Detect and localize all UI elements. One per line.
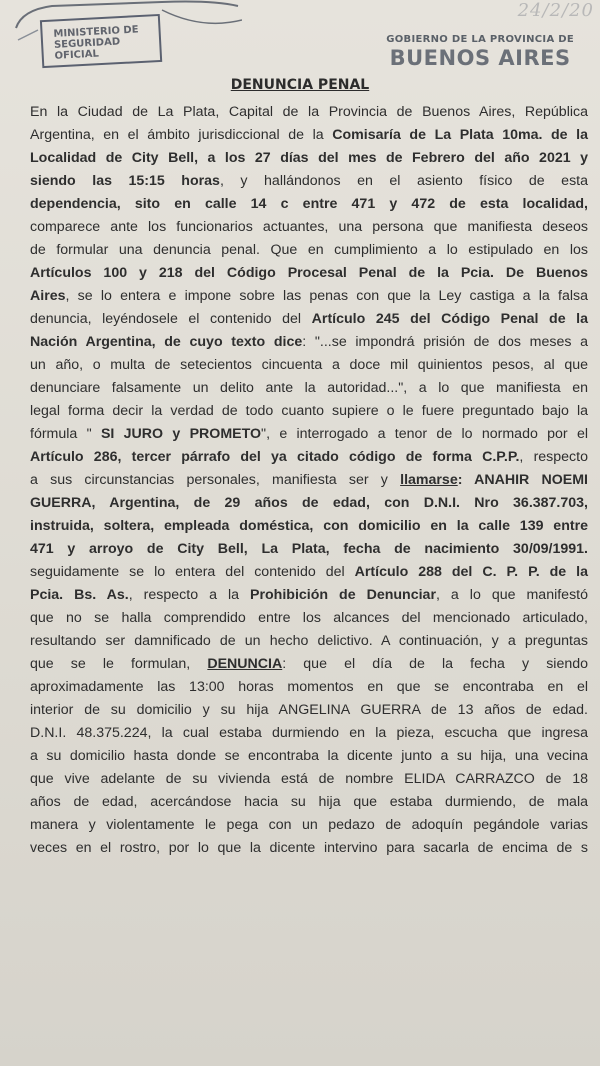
text-segment: Comisaría de La Plata 10ma. de la bbox=[332, 127, 588, 143]
text-segment: , y hallándonos en el asiento físico de esta bbox=[219, 173, 588, 189]
text-segment: denunciare falsamente un delito ante la autoridad...", a lo que manifiesta en bbox=[30, 380, 588, 396]
text-segment: resultando ser damnificado de un hecho delictivo. A continuación, y a preguntas bbox=[30, 633, 588, 649]
text-line bbox=[30, 630, 588, 653]
text-line bbox=[30, 124, 588, 147]
text-segment: GUERRA, Argentina, de 29 años de edad, con D.N.I. Nro 36.387.703, bbox=[30, 495, 588, 511]
text-segment: dependencia, sito en calle 14 c entre 471 y 472 de esta localidad, bbox=[30, 196, 588, 212]
text-line bbox=[30, 584, 588, 607]
text-segment: , respecto bbox=[519, 449, 588, 465]
text-segment: D.N.I. 48.375.224, la cual estaba durmiendo en la pieza, escucha que ingresa bbox=[30, 725, 588, 741]
government-header bbox=[386, 34, 574, 70]
text-line bbox=[30, 147, 588, 170]
text-line bbox=[30, 791, 588, 814]
text-line bbox=[30, 308, 588, 331]
text-line bbox=[30, 745, 588, 768]
text-segment: un año, o multa de setecientos cincuenta a doce mil quinientos pesos, al que bbox=[30, 357, 588, 373]
text-segment: SI JURO y PROMETO bbox=[100, 426, 262, 442]
text-segment: instruida, soltera, empleada doméstica, con domicilio en la calle 139 entre bbox=[30, 518, 588, 534]
government-header-line2: BUENOS AIRES bbox=[389, 46, 571, 70]
text-segment: ", e interrogado a tenor de lo normado por el bbox=[261, 426, 588, 442]
government-header-line1: GOBIERNO DE LA PROVINCIA DE bbox=[386, 34, 574, 45]
text-line bbox=[30, 239, 588, 262]
text-segment: , se lo entera e impone sobre las penas con que la Ley castiga a la falsa bbox=[65, 288, 588, 304]
text-line bbox=[30, 331, 588, 354]
text-line bbox=[30, 354, 588, 377]
text-segment: DENUNCIA bbox=[207, 656, 283, 672]
text-segment: , a lo que manifestó bbox=[435, 587, 588, 603]
text-line bbox=[30, 262, 588, 285]
text-segment: aproximadamente las 13:00 horas momentos en que se encontraba en el bbox=[30, 679, 588, 695]
text-segment: manera y violentamente le pega con un pedazo de adoquín pegándole varias bbox=[30, 817, 588, 833]
text-line bbox=[30, 676, 588, 699]
text-segment: Aires bbox=[30, 288, 66, 304]
text-segment: años de edad, acercándose hacia su hija que estaba durmiendo, de mala bbox=[30, 794, 588, 810]
text-segment: Localidad de City Bell, a los 27 días del mes de Febrero del año 2021 y bbox=[30, 150, 588, 166]
text-line bbox=[30, 607, 588, 630]
text-segment: : que el día de la fecha y siendo bbox=[282, 656, 588, 672]
handwritten-date: 24/2/20 bbox=[517, 0, 594, 21]
text-line bbox=[30, 814, 588, 837]
text-segment: , respecto a la bbox=[128, 587, 251, 603]
text-segment: fórmula " bbox=[30, 426, 101, 442]
text-segment: comparece ante los funcionarios actuantes, una persona que manifiesta deseos bbox=[30, 219, 588, 235]
text-segment: Nación Argentina, de cuyo texto dice bbox=[30, 334, 303, 350]
text-segment: : "...se impondrá prisión de dos meses a bbox=[302, 334, 589, 350]
text-line bbox=[30, 377, 588, 400]
text-line bbox=[30, 193, 588, 216]
text-segment: denuncia, leyéndosele el contenido del bbox=[30, 311, 312, 327]
text-line bbox=[30, 400, 588, 423]
text-segment: Artículos 100 y 218 del Código Procesal Penal de la Pcia. De Buenos bbox=[30, 265, 588, 281]
text-line bbox=[30, 653, 588, 676]
text-line bbox=[30, 722, 588, 745]
text-segment: de formular una denuncia penal. Que en cumplimiento a lo estipulado en los bbox=[30, 242, 588, 258]
stamp-text: MINISTERIO DE SEGURIDAD OFICIAL bbox=[53, 24, 139, 62]
text-segment: Pcia. Bs. As. bbox=[30, 587, 129, 603]
text-segment: En la Ciudad de La Plata, Capital de la Provincia de Buenos Aires, República bbox=[30, 104, 588, 120]
text-segment: interior de su domicilio y su hija ANGELINA GUERRA de 13 años de edad. bbox=[30, 702, 588, 718]
text-segment: Artículo 245 del Código Penal de la bbox=[311, 311, 589, 327]
document-title: DENUNCIA PENAL bbox=[230, 77, 370, 93]
text-line bbox=[30, 423, 588, 446]
text-line bbox=[30, 768, 588, 791]
text-segment: a sus circunstancias personales, manifiesta ser y bbox=[30, 472, 401, 488]
ministry-stamp bbox=[12, 0, 242, 72]
text-line bbox=[30, 837, 588, 860]
text-line bbox=[30, 538, 588, 561]
text-segment: llamarse bbox=[400, 472, 458, 488]
text-segment: veces en el rostro, por lo que la dicente intervino para sacarla de encima de s bbox=[30, 840, 588, 856]
text-line bbox=[30, 101, 588, 124]
text-line bbox=[30, 285, 588, 308]
text-segment: Prohibición de Denunciar bbox=[250, 587, 436, 603]
text-line bbox=[30, 561, 588, 584]
text-segment: que no se halla comprendido entre los alcances del mencionado articulado, bbox=[30, 610, 588, 626]
text-line bbox=[30, 446, 588, 469]
text-segment: Artículo 286, tercer párrafo del ya citado código de forma C.P.P. bbox=[30, 449, 520, 465]
text-segment: que vive adelante de su vivienda está de nombre ELIDA CARRAZCO de 18 bbox=[30, 771, 588, 787]
text-segment: seguidamente se lo entera del contenido del bbox=[30, 564, 355, 580]
text-segment: : ANAHIR NOEMI bbox=[457, 472, 589, 488]
text-line bbox=[30, 699, 588, 722]
text-segment: siendo las 15:15 horas bbox=[30, 173, 220, 189]
text-segment: legal forma decir la verdad de todo cuanto supiere o le fuere preguntado bajo la bbox=[30, 403, 588, 419]
text-line bbox=[30, 492, 588, 515]
document-body bbox=[30, 101, 588, 860]
text-line bbox=[30, 170, 588, 193]
text-segment: a su domicilio hasta donde se encontraba la dicente junto a su hija, una vecina bbox=[30, 748, 588, 764]
text-line bbox=[30, 515, 588, 538]
text-segment: 471 y arroyo de City Bell, La Plata, fecha de nacimiento 30/09/1991. bbox=[30, 541, 588, 557]
text-segment: que se le formulan, bbox=[30, 656, 208, 672]
text-segment: Argentina, en el ámbito jurisdiccional de la bbox=[30, 127, 333, 143]
text-line bbox=[30, 469, 588, 492]
text-line bbox=[30, 216, 588, 239]
text-segment: Artículo 288 del C. P. P. de la bbox=[354, 564, 588, 580]
